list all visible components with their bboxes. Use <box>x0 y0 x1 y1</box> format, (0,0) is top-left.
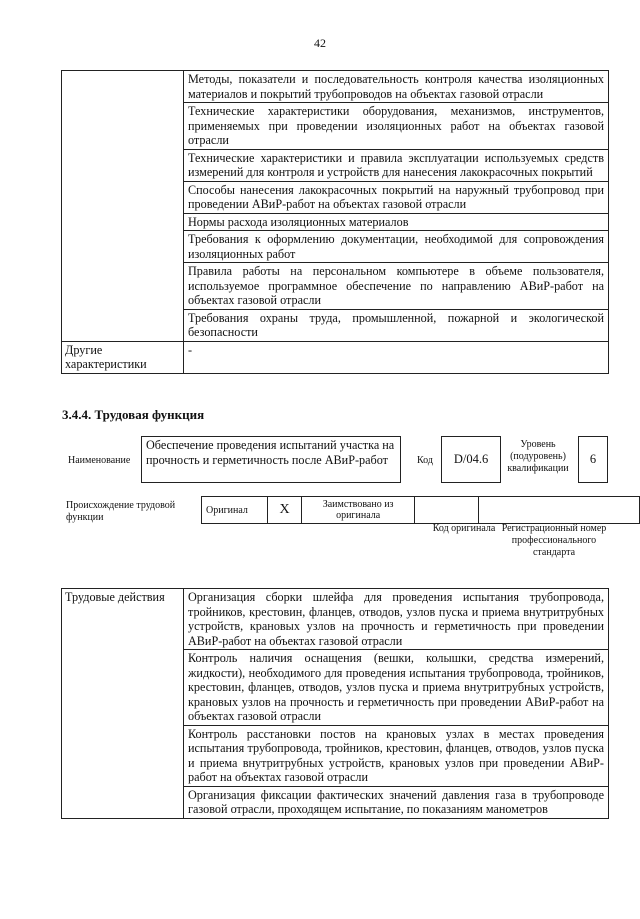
requirement-row: Нормы расхода изоляционных материалов <box>184 213 609 231</box>
original-code-cell <box>415 497 479 524</box>
requirement-row: Методы, показатели и последовательность контроля качества изоляционных материалов и покрытий трубопроводов на объектах газовой отрасли <box>184 71 609 103</box>
requirement-row: Способы нанесения лакокрасочных покрытий на наружный трубопровод при проведении АВиР-работ на объектах газовой отрасли <box>184 181 609 213</box>
reg-number-cell <box>478 497 639 524</box>
labor-action-row: Контроль наличия оснащения (вешки, колышки, средства измерений, жидкости), необходимого для проведения испытания трубопровода, тройников, крестовин, фланцев, отводов, узлов пуска и приема внутритрубных устройств, крановых узлов на прочность и герметичность при проведении АВиР-работ на объектах газовой отрасли <box>184 650 609 726</box>
original-mark: X <box>268 497 302 524</box>
origin-table <box>201 496 640 524</box>
requirement-row: Требования охраны труда, промышленной, пожарной и экологической безопасности <box>184 309 609 341</box>
section-heading: 3.4.4. Трудовая функция <box>62 407 205 422</box>
name-label: Наименование <box>68 455 131 466</box>
labor-action-row: Организация сборки шлейфа для проведения испытания трубопровода, тройников, крестовин, фланцев, отводов, узлов пуска и приема внутритрубных устройств, крановых узлов на прочность и герметичность при проведении АВиР-работ на объектах газовой отрасли <box>184 589 609 650</box>
requirement-row: Требования к оформлению документации, необходимой для сопровождения изоляционных работ <box>184 231 609 263</box>
requirement-row: Правила работы на персональном компьютере в объеме пользователя, используемое программное обеспечение по направлению АВиР-работ на объектах газовой отрасли <box>184 263 609 310</box>
labor-action-row: Организация фиксации фактических значений давления газа в трубопроводе газовой отрасли, проходящем испытание, по показаниям манометров <box>184 786 609 818</box>
level-value-box: 6 <box>578 436 608 483</box>
code-of-original-label: Код оригинала <box>432 523 496 534</box>
requirement-row: Технические характеристики и правила эксплуатации используемых средств измерений для контроля и устройств для нанесения лакокрасочных покрытий <box>184 149 609 181</box>
requirements-label-cell <box>62 71 184 342</box>
original-label: Оригинал <box>202 497 268 524</box>
other-characteristics-label: Другие характеристики <box>62 341 184 373</box>
origin-label: Происхождение трудовой функции <box>66 500 176 523</box>
other-characteristics-value: - <box>184 341 609 373</box>
level-label: Уровень (подуровень) квалификации <box>507 439 569 474</box>
function-name-box: Обеспечение проведения испытаний участка на прочность и герметичность после АВиР-работ <box>141 436 401 483</box>
requirement-row: Технические характеристики оборудования, механизмов, инструментов, применяемых при проведении изоляционных работ на объектах газовой отрасли <box>184 103 609 150</box>
page-number: 42 <box>314 36 326 50</box>
reg-number-label: Регистрационный номер профессионального стандарта <box>501 523 607 558</box>
labor-actions-label: Трудовые действия <box>62 589 184 819</box>
labor-actions-table <box>61 588 609 819</box>
requirements-table <box>61 70 609 374</box>
borrowed-label: Заимствовано из оригинала <box>302 497 415 524</box>
function-code-box: D/04.6 <box>441 436 501 483</box>
labor-action-row: Контроль расстановки постов на крановых узлах в местах проведения испытания трубопровода, тройников, крестовин, фланцев, отводов, узлов пуска и приема внутритрубных устройств, крановых узлов при проведении АВиР-работ на объектах газовой отрасли <box>184 725 609 786</box>
code-label: Код <box>417 455 433 466</box>
